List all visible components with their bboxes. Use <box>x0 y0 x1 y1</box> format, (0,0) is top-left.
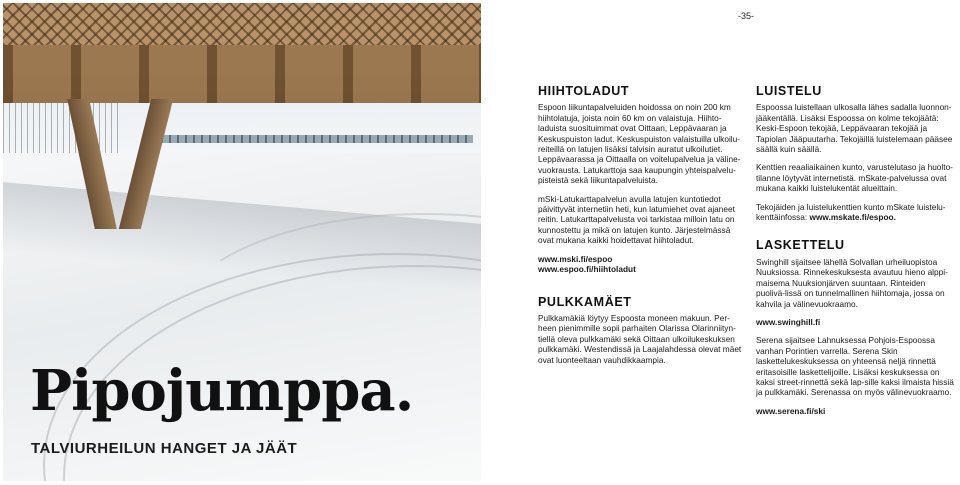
section-heading: LUISTELU <box>756 84 822 98</box>
paragraph-text: Tekojäiden ja luistelukenttien kunto mSkate luistelu-kenttäinfossa: <box>756 201 946 223</box>
page-number-right: -35- <box>738 11 755 21</box>
paragraph: mSki-Latukarttapalvelun avulla latujen kuntotiedot päivittyvät internetiin heti, kun latumiehet ovat ajaneet reitin. Latukarttapalvelusta voi tarkistaa milloin latu on kunnostettu ja mikä on latujen kunto. Järjestelmässä ovat mukana kaikki hoidettavat hiihtoladut. <box>538 193 735 246</box>
section-luistelu <box>756 86 956 222</box>
text-column-2 <box>756 86 956 424</box>
paragraph: Swinghill sijaitsee lähellä Solvallan urheiluopistoa Nuuksiossa. Rinnekeskuksesta avautuu hieno alppi-maisema Nuuksionjärven suuntaan. Rinteiden puolivä-lissä on tunnelmallinen hiihtomaja, jossa on kahvila ja välinevuokraamo. <box>756 256 948 309</box>
link-swinghill[interactable]: www.swinghill.fi <box>756 316 821 327</box>
link-mski[interactable]: www.mski.fi/espoo <box>538 253 613 264</box>
section-heading: HIIHTOLADUT <box>538 84 630 98</box>
link-mskate[interactable]: www.mskate.fi/espoo. <box>809 212 896 223</box>
link-serena[interactable]: www.serena.fi/ski <box>756 405 826 416</box>
paragraph: Pulkkamäkiä löytyy Espoosta moneen makuun. Per-heen pienimmille sopii parhaiten Olarissa Olarinniityn-tiellä oleva pulkkamäki sekä Oittaan ulkoilukeskuksen pulkkamäki. Westendissä ja Laajalahdessa olevat mäet ovat luonteeltaan vauhdikkaampia. <box>538 312 742 365</box>
paragraph: Espoon liikuntapalveluiden hoidossa on noin 200 km hiihtolatuja, joista noin 60 km on valaistuja. Hiihto-laduista suosituimmat ovat Oittaan, Leppävaaran ja Keskuspuiston ladut. Keskuspuiston valaistuilla ulkoilu-reiteillä on latujen lisäksi talvisin auratut ulkoilutiet. Leppävaarassa ja Oittaalla on voitelupalvelua ja väline-vuokrausta. Latukarttoja saa kaupungin yhteispalvelu-pisteistä sekä liikuntapalveluista. <box>538 102 741 186</box>
link-group <box>756 406 956 416</box>
section-heading: LASKETTELU <box>756 238 845 253</box>
text-column-1 <box>538 86 748 373</box>
paragraph: Kenttien reaaliaikainen kunto, varustelutaso ja huolto-tilanne löytyvät internetistä. mSkate-palvelussa ovat mukana kaikki luistelukentät alueittain. <box>756 162 953 194</box>
link-group <box>538 254 748 275</box>
section-laskettelu <box>756 240 956 416</box>
link-group <box>756 317 956 327</box>
photo-bridge-beams <box>3 45 481 103</box>
paragraph <box>756 202 956 223</box>
link-espoo-hiihtoladut[interactable]: www.espoo.fi/hiihtoladut <box>538 264 636 275</box>
cover-subtitle: TALVIURHEILUN HANGET JA JÄÄT <box>31 440 298 457</box>
section-hiihtoladut <box>538 86 748 275</box>
photo-bridge-lattice <box>3 3 481 45</box>
paragraph: Serena sijaitsee Lahnuksessa Pohjois-Espoossa vanhan Porintien varrella. Serena Skin laskettelukeskuksessa on yhteensä neljä rinnettä eritasoisille laskettelijoille. Lisäksi keskuksessa on kaksi street-rinnettä sekä lap-sille kaksi ilmaista hissiä ja pulkkamäki. Serenassa on myös välinevuokraamo. <box>756 335 954 398</box>
section-heading: PULKKAMÄET <box>538 294 632 309</box>
section-pulkkamaet <box>538 294 748 365</box>
cover-title: Pipojumppa. <box>30 358 414 424</box>
paragraph: Espoossa luistellaan ulkosalla lähes sadalla luonnon-jääkentällä. Lisäksi Espoossa on kolme tekojäätä: Keski-Espoon tekojää, Leppävaaran tekojää ja Tapiolan Jääpuutarha. Tekojäillä luistelemaan pääsee säällä kuin säällä. <box>756 102 953 155</box>
photo-far-bridge <box>153 135 473 143</box>
